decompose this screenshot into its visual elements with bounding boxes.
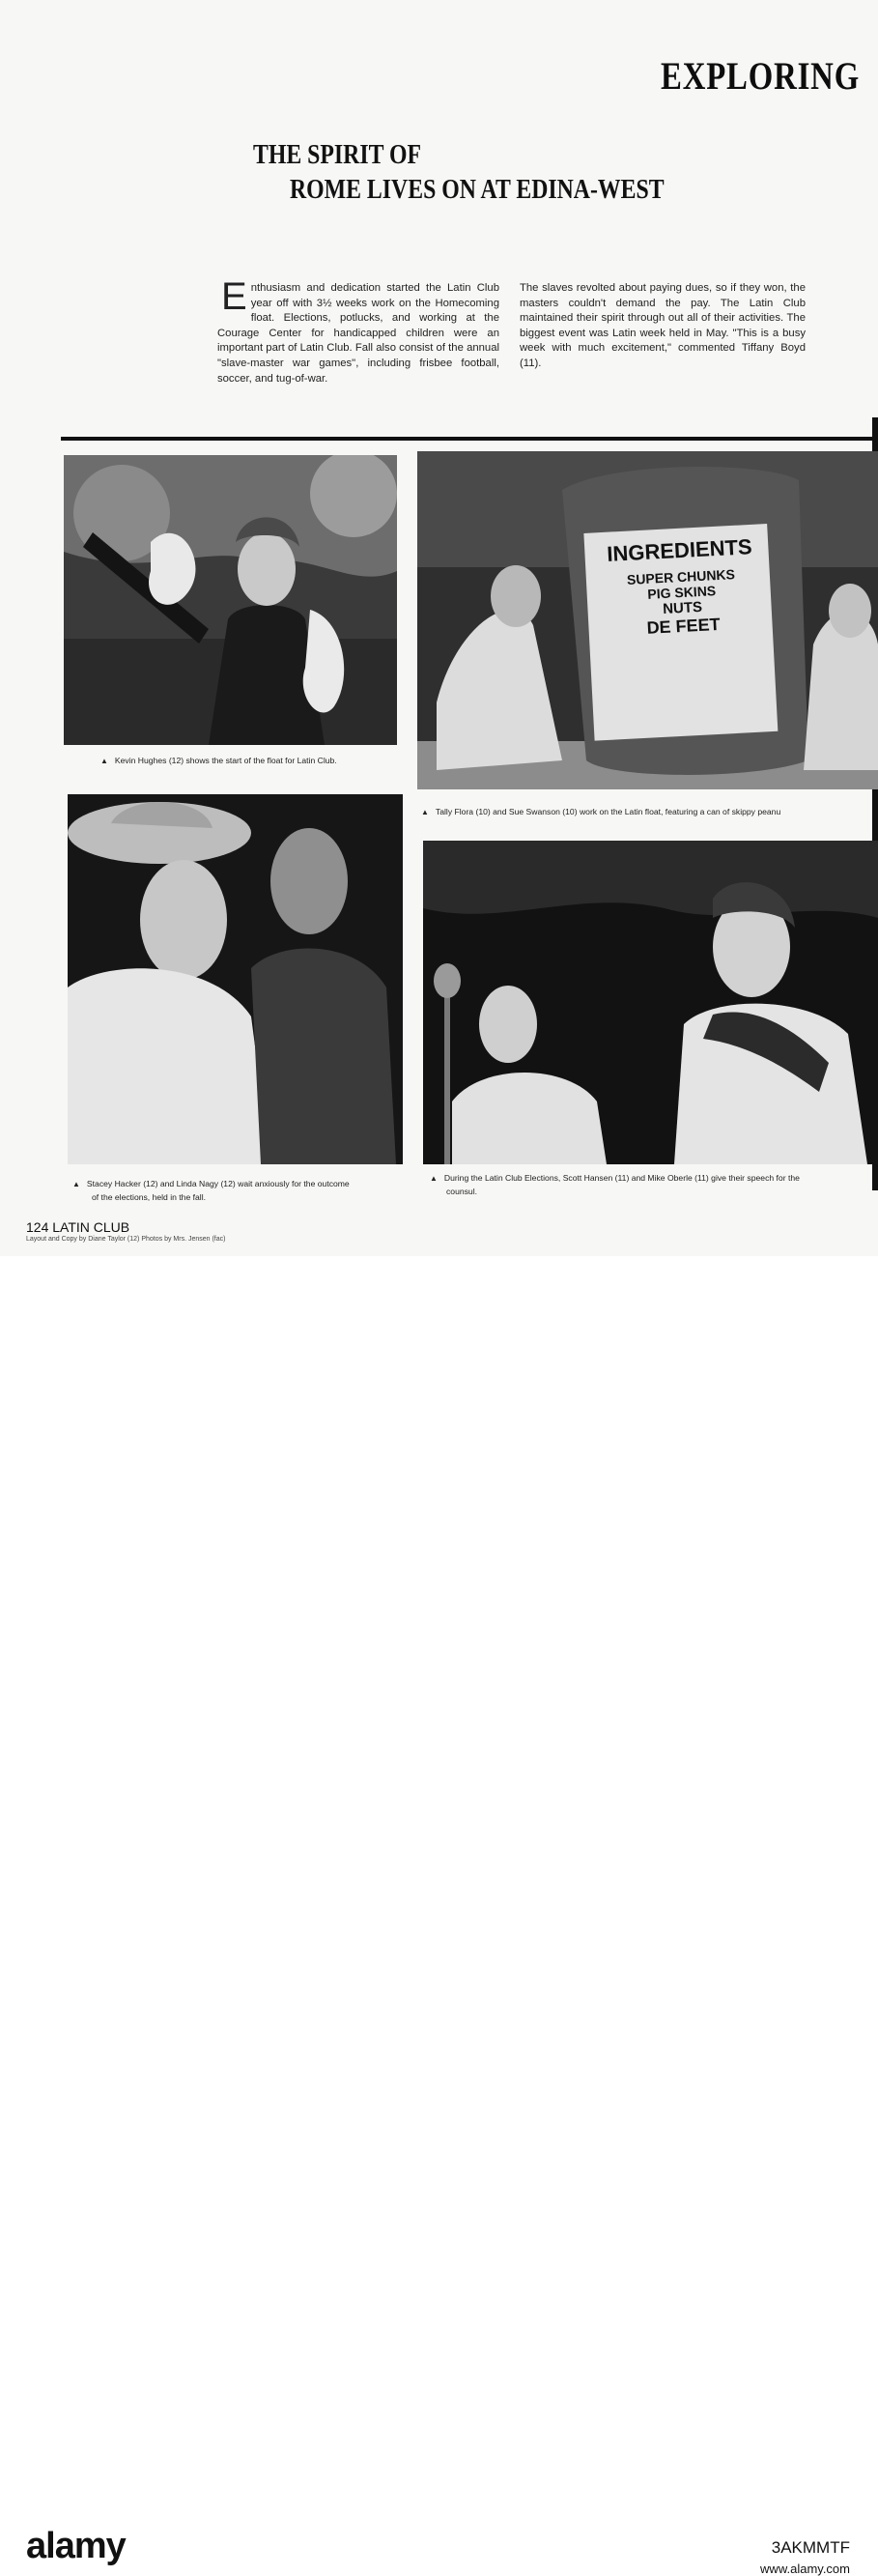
caption-stacey-continued: of the elections, held in the fall.	[92, 1192, 207, 1202]
caption-tally: ▲ Tally Flora (10) and Sue Swanson (10) work on the Latin float, featuring a can of skippy peanu	[421, 807, 781, 816]
article-left-text: nthusiasm and dedication started the Latin Club year off with 3½ weeks work on the Homecoming float. Elections, potlucks, and working at the Courage Center for handicapped children were an important part of Latin Club. Fall also consist of the annual "slave-master war games", including frisbee football, soccer, and tug-of-war.	[217, 282, 499, 385]
float-label-line: SUPER CHUNKS	[626, 566, 736, 587]
layout-credit: Layout and Copy by Diane Taylor (12) Photos by Mrs. Jensen (fac)	[26, 1236, 226, 1243]
yearbook-page	[0, 0, 878, 1256]
watermark-logo: alamy	[26, 2526, 126, 2566]
caption-stacey: ▲ Stacey Hacker (12) and Linda Nagy (12) wait anxiously for the outcome	[72, 1179, 350, 1188]
float-label-line: PIG SKINS	[646, 583, 717, 602]
article-column-left	[217, 275, 499, 386]
float-label-line: NUTS	[662, 598, 703, 618]
float-label-title: INGREDIENTS	[606, 534, 753, 566]
watermark-image-id: 3AKMMTF	[771, 2538, 850, 2557]
photo-scott-mike	[423, 841, 878, 1164]
float-can-label	[594, 533, 768, 641]
headline-line-1: THE SPIRIT OF	[253, 139, 422, 170]
watermark-bar	[0, 1256, 878, 2576]
caption-scott: ▲ During the Latin Club Elections, Scott Hansen (11) and Mike Oberle (11) give their speech for the	[430, 1173, 800, 1183]
caption-kevin: ▲ Kevin Hughes (12) shows the start of the float for Latin Club.	[100, 756, 337, 765]
watermark-url: www.alamy.com	[760, 2562, 850, 2576]
caption-bullet-icon: ▲	[72, 1180, 80, 1188]
photo-kevin-hughes	[64, 455, 397, 745]
float-label-line: DE FEET	[646, 614, 722, 638]
caption-bullet-icon: ▲	[421, 808, 429, 816]
caption-bullet-icon: ▲	[100, 757, 108, 765]
headline-line-2: ROME LIVES ON AT EDINA-WEST	[290, 174, 665, 205]
section-title: EXPLORING	[661, 54, 861, 98]
caption-scott-continued: counsul.	[446, 1187, 478, 1196]
caption-bullet-icon: ▲	[430, 1174, 438, 1183]
article-column-right: The slaves revolted about paying dues, so if they won, the masters couldn't demand the pay. The Latin Club maintained their spirit through out all of their activities. The biggest event was Latin week held in May. "This is a busy week with much excitement," commented Tiffany Boyd (11).	[520, 282, 806, 369]
drop-cap: E	[221, 275, 247, 318]
photo-latin-float	[417, 451, 878, 789]
photo-stacey-linda	[68, 794, 403, 1164]
page-number-label: 124 LATIN CLUB	[26, 1219, 130, 1235]
horizontal-rule	[61, 437, 878, 441]
